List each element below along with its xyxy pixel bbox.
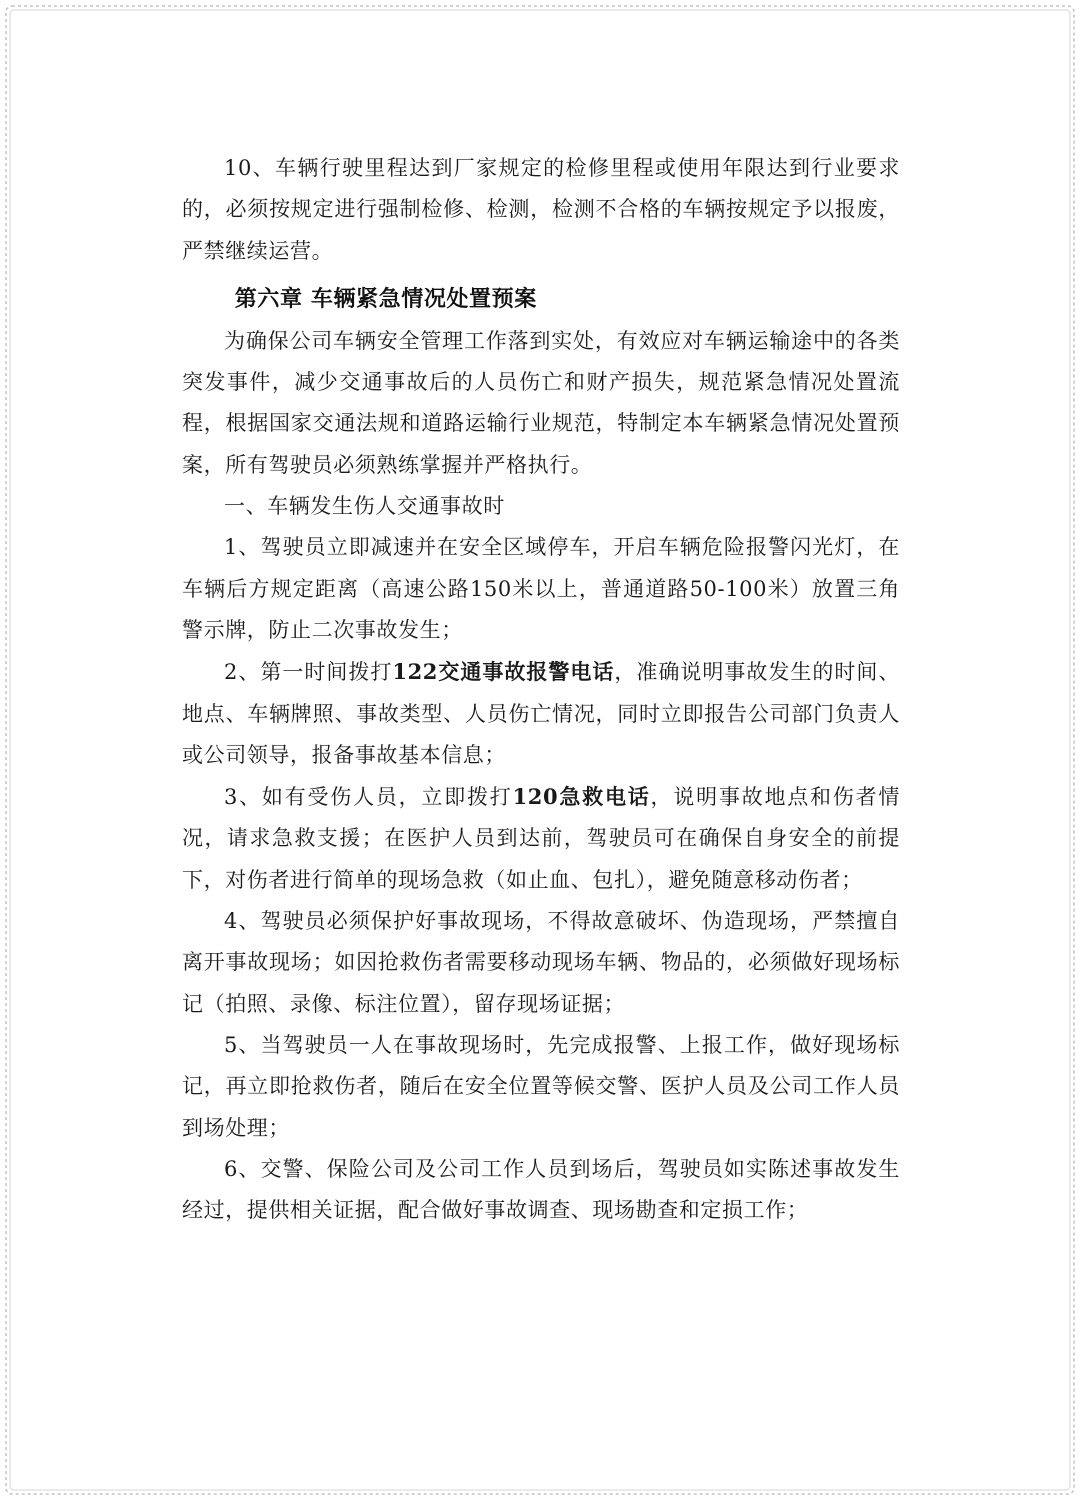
paragraph-item-1: 1、驾驶员立即减速并在安全区域停车，开启车辆危险报警闪光灯，在车辆后方规定距离（高速公路150米以上，普通道路50-100米）放置三角警示牌，防止二次事故发生； <box>182 535 900 642</box>
police-hotline: 122交通事故报警电话 <box>392 659 615 685</box>
section-heading: 一、车辆发生伤人交通事故时 <box>224 494 505 519</box>
paragraph-item-3 <box>182 776 900 901</box>
paragraph-item-6: 6、交警、保险公司及公司工作人员到场后，驾驶员如实陈述事故发生经过，提供相关证据，配合做好事故调查、现场勘查和定损工作； <box>182 1156 900 1223</box>
paragraph-item-5: 5、当驾驶员一人在事故现场时，先完成报警、上报工作，做好现场标记，再立即抢救伤者，随后在安全位置等候交警、医护人员及公司工作人员到场处理； <box>182 1032 900 1140</box>
item-3-rest: ，说明事故地点和伤者情况，请求急救支援；在医护人员到达前，驾驶员可在确保自身安全的前提下，对伤者进行简单的现场急救（如止血、包扎），避免随意移动伤者； <box>182 785 900 892</box>
chapter-intro: 为确保公司车辆安全管理工作落到实处，有效应对车辆运输途中的各类突发事件，减少交通事故后的人员伤亡和财产损失，规范紧急情况处置流程，根据国家交通法规和道路运输行业规范，特制定本车辆紧急情况处置预案，所有驾驶员必须熟练掌握并严格执行。 <box>182 328 900 477</box>
paragraph-item-4: 4、驾驶员必须保护好事故现场，不得故意破坏、伪造现场，严禁擅自离开事故现场；如因抢救伤者需要移动现场车辆、物品的，必须做好现场标记（拍照、录像、标注位置），留存现场证据； <box>182 909 900 1016</box>
ambulance-hotline: 120急救电话 <box>512 784 651 810</box>
document-body <box>182 148 900 1231</box>
item-2-lead: 2、第一时间拨打 <box>224 660 393 685</box>
chapter-title: 第六章 车辆紧急情况处置预案 <box>234 286 537 312</box>
paragraph-item-2 <box>182 651 900 776</box>
paragraph-item-10: 10、车辆行驶里程达到厂家规定的检修里程或使用年限达到行业要求的，必须按规定进行强制检修、检测，检测不合格的车辆按规定予以报废，严禁继续运营。 <box>182 156 900 263</box>
item-2-rest: ，准确说明事故发生的时间、地点、车辆牌照、事故类型、人员伤亡情况，同时立即报告公司部门负责人或公司领导，报备事故基本信息； <box>182 660 900 767</box>
item-3-lead: 3、如有受伤人员，立即拨打 <box>224 785 513 810</box>
